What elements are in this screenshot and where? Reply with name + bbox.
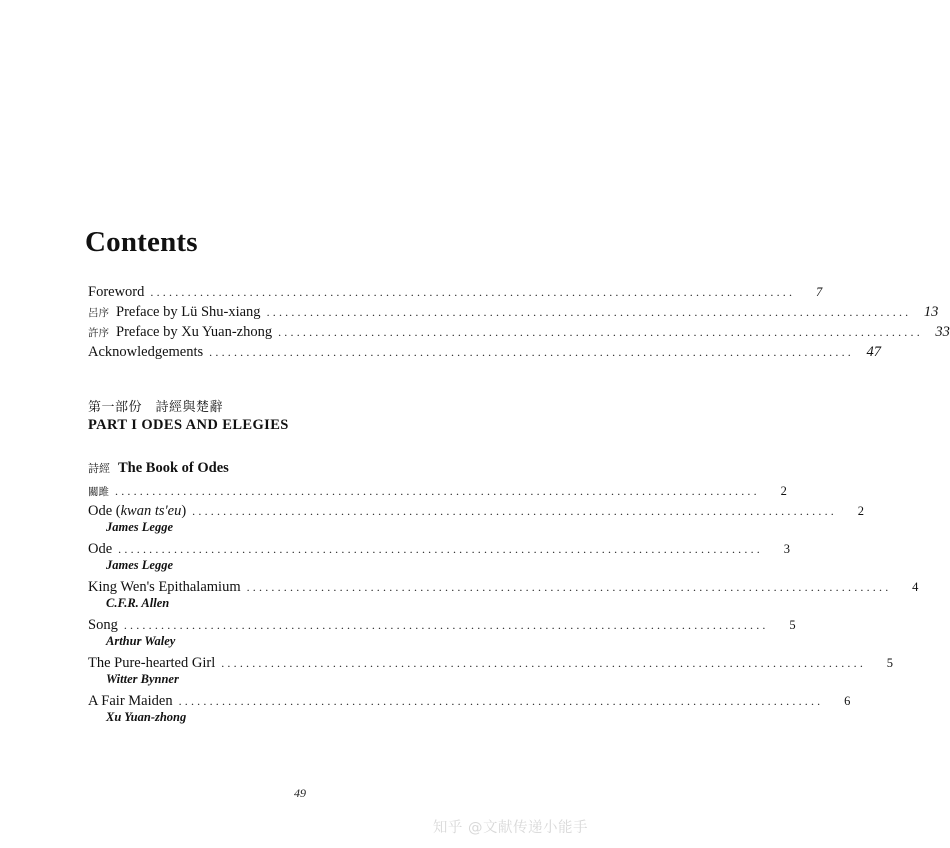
entry-title: A Fair Maiden — [88, 693, 173, 709]
part-title: PART I ODES AND ELEGIES — [88, 417, 289, 433]
toc-page-number: 33 — [935, 324, 950, 340]
entry-title-prefix: Ode ( — [88, 503, 121, 519]
toc-entry — [88, 653, 894, 673]
toc-cjk-label: 呂序 — [88, 307, 109, 319]
page-number: 49 — [294, 786, 306, 800]
toc-label: Preface by Xu Yuan-zhong — [116, 324, 273, 340]
toc-entry — [88, 539, 790, 559]
dot-leader: ........................................................................................................ — [115, 484, 760, 498]
section-cjk-label: 詩經 — [88, 462, 110, 475]
entry-page-number: 5 — [886, 656, 894, 670]
toc-label: Acknowledgements — [88, 344, 204, 360]
section-heading — [88, 460, 229, 477]
part-cjk-title: 第一部份 詩經與楚辭 — [88, 400, 224, 415]
entry-page-number: 2 — [780, 484, 787, 498]
toc-label: Preface by Lü Shu-xiang — [116, 304, 261, 320]
entry-title: Ode — [88, 541, 113, 557]
entry-translator: Witter Bynner — [106, 672, 179, 686]
toc-page-number: 47 — [866, 344, 881, 360]
entry-page-number: 6 — [844, 694, 851, 708]
entry-title-italic: kwan ts'eu — [120, 503, 182, 519]
toc-entry — [88, 501, 864, 521]
entry-translator: Arthur Waley — [106, 634, 176, 648]
entry-title-suffix: ) — [181, 503, 187, 519]
toc-label: Foreword — [88, 284, 145, 300]
page-title: Contents — [85, 226, 198, 258]
toc-row-preface-xu — [88, 322, 950, 342]
dot-leader: ........................................................................................................ — [221, 656, 867, 670]
watermark: 知乎 @文献传递小能手 — [432, 820, 588, 836]
entry-translator: James Legge — [106, 558, 173, 572]
dot-leader: ........................................................................................................ — [192, 504, 837, 518]
dot-leader: ........................................................................................................ — [118, 542, 763, 556]
dot-leader: ........................................................................................................ — [278, 325, 923, 339]
entry-title: The Pure-hearted Girl — [88, 655, 216, 671]
entry-page-number: 2 — [857, 504, 864, 518]
toc-entry — [88, 577, 919, 597]
toc-page-number: 13 — [923, 304, 939, 320]
entry-translator: James Legge — [106, 520, 173, 534]
section-title: The Book of Odes — [118, 460, 229, 476]
entry-page-number: 4 — [912, 580, 919, 594]
toc-row-acknowledgements — [88, 342, 881, 362]
dot-leader: ........................................................................................................ — [150, 285, 796, 299]
toc-entry — [88, 691, 851, 711]
dot-leader: ........................................................................................................ — [246, 580, 892, 594]
dot-leader: ........................................................................................................ — [178, 694, 824, 708]
toc-entry — [88, 481, 787, 501]
toc-entry — [88, 615, 796, 635]
entry-title: 關雎 — [88, 486, 109, 498]
entry-title: King Wen's Epithalamium — [88, 579, 241, 595]
toc-row-foreword — [88, 282, 823, 302]
entry-translator: C.F.R. Allen — [106, 596, 170, 610]
dot-leader: ........................................................................................................ — [123, 618, 769, 632]
toc-cjk-label: 許序 — [88, 327, 109, 339]
entry-title: Song — [88, 617, 118, 633]
toc-page-number: 7 — [815, 285, 823, 299]
entry-page-number: 5 — [789, 618, 796, 632]
entry-page-number: 3 — [783, 542, 790, 556]
dot-leader: ........................................................................................................ — [209, 345, 854, 359]
toc-row-preface-lu — [88, 302, 939, 322]
entry-translator: Xu Yuan-zhong — [106, 710, 187, 724]
dot-leader: ........................................................................................................ — [266, 305, 912, 319]
